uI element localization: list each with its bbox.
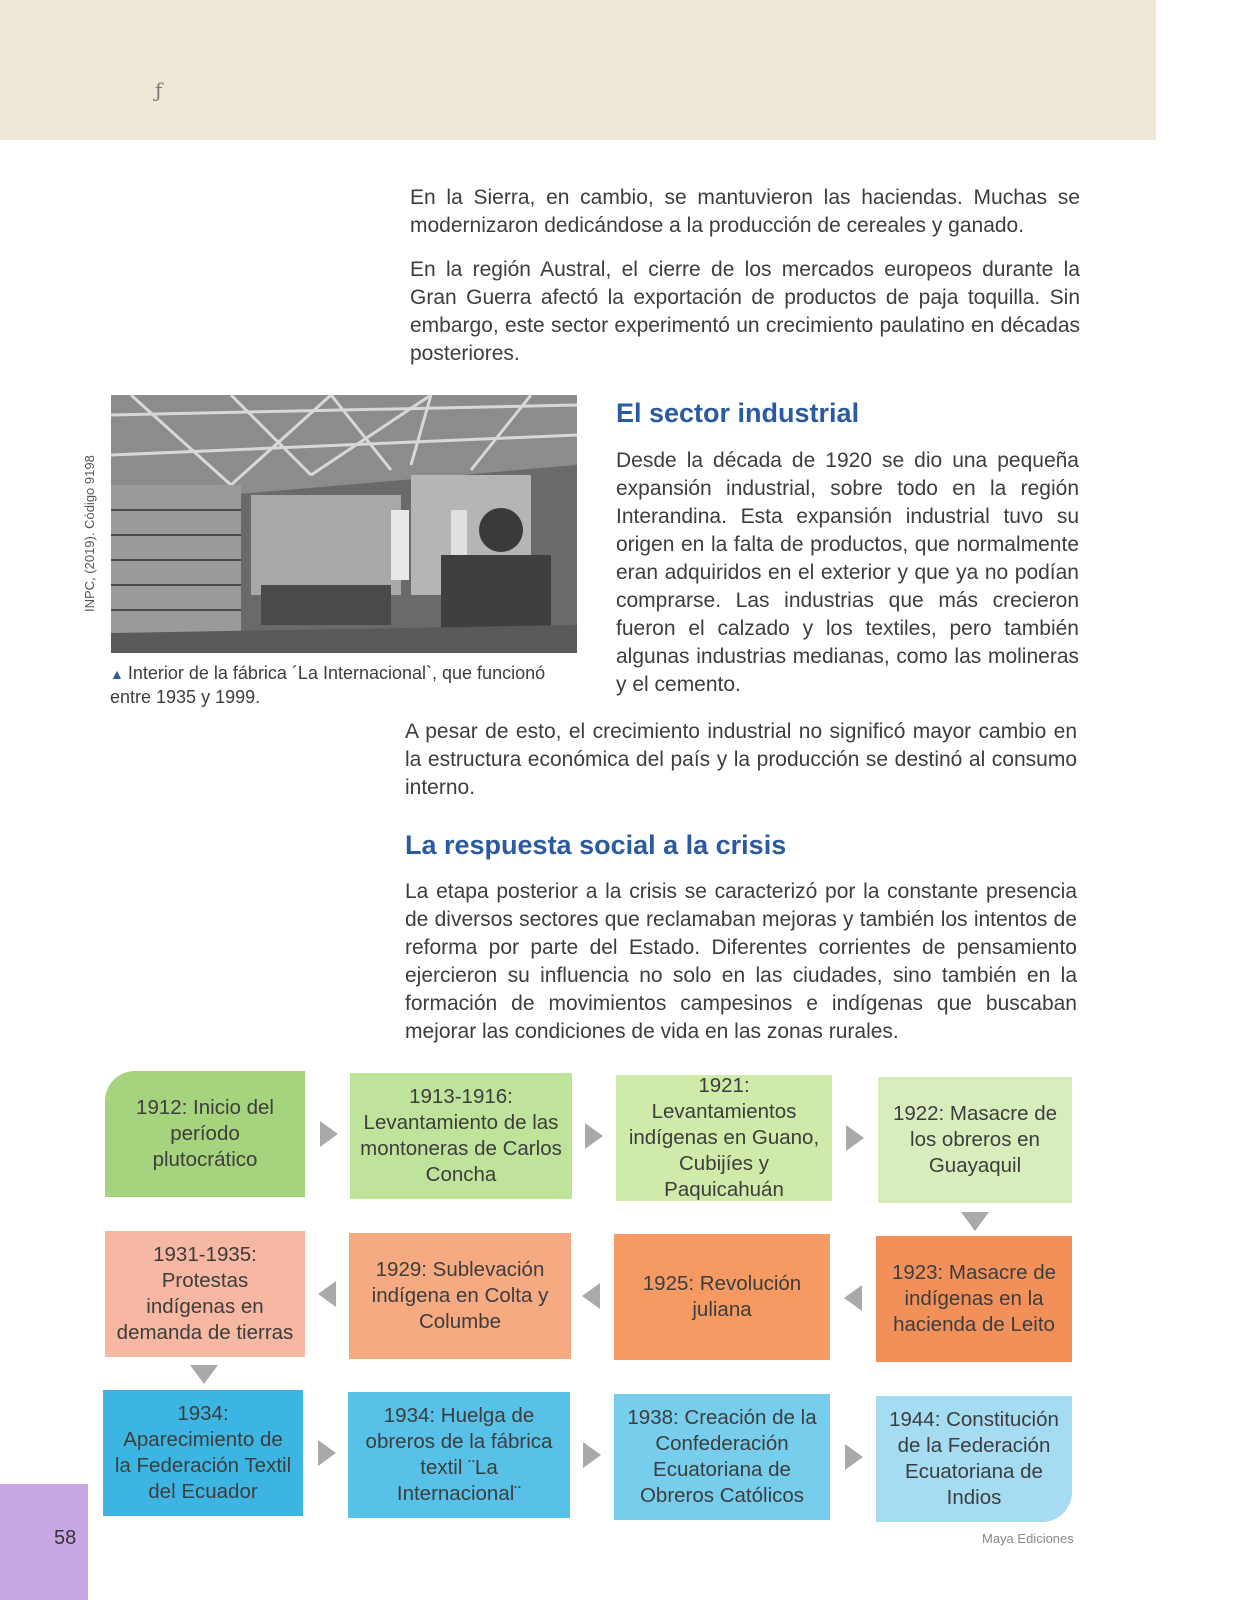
arrow-left-icon xyxy=(844,1285,862,1311)
timeline-item-1934-huelga: 1934: Huelga de obreros de la fábrica textil ¨La Internacional¨ xyxy=(348,1392,570,1518)
timeline-item-1921: 1921: Levantamientos indígenas en Guano, Cubijíes y Paquicahuán xyxy=(616,1075,832,1201)
arrow-left-icon xyxy=(318,1281,336,1307)
arrow-right-icon xyxy=(846,1125,864,1151)
photo-credit: INPC, (2019). Código 9198 xyxy=(82,455,97,612)
timeline-item-1923: 1923: Masacre de indígenas en la hacienda de Leito xyxy=(876,1236,1072,1362)
arrow-down-icon xyxy=(190,1365,218,1384)
publisher: Maya Ediciones xyxy=(982,1531,1074,1546)
timeline-item-1922: 1922: Masacre de los obreros en Guayaquil xyxy=(878,1077,1072,1203)
caption-text: Interior de la fábrica ´La Internacional`, que funcionó entre 1935 y 1999. xyxy=(110,663,546,707)
heading-industrial: El sector industrial xyxy=(616,398,860,428)
arrow-right-icon xyxy=(583,1442,601,1468)
pen-mark: ƒ xyxy=(155,78,163,102)
arrow-left-icon xyxy=(582,1283,600,1309)
timeline-item-1925: 1925: Revolución juliana xyxy=(614,1234,830,1360)
heading-social: La respuesta social a la crisis xyxy=(405,830,787,860)
timeline-item-1944: 1944: Constitución de la Federación Ecuatoriana de Indios xyxy=(876,1396,1072,1522)
timeline-item-1938: 1938: Creación de la Confederación Ecuatoriana de Obreros Católicos xyxy=(614,1394,830,1520)
arrow-right-icon xyxy=(320,1121,338,1147)
arrow-right-icon xyxy=(585,1123,603,1149)
photo-caption xyxy=(110,662,570,709)
timeline-item-1931: 1931-1935: Protestas indígenas en demanda de tierras xyxy=(105,1231,305,1357)
timeline-item-1912: 1912: Inicio del período plutocrático xyxy=(105,1071,305,1197)
factory-photo xyxy=(111,395,577,653)
timeline-item-1934-federacion: 1934: Aparecimiento de la Federación Textil del Ecuador xyxy=(103,1390,303,1516)
paragraph-industrial: Desde la década de 1920 se dio una pequeña expansión industrial, sobre todo en la región Interandina. Esta expansión industrial tuvo su origen en la falta de productos, que normalmente eran adquiridos en el exterior y que ya no podían comprarse. Las industrias que más crecieron fueron el calzado y los textiles, pero también algunas industrias medianas, como las molineras y el cemento. xyxy=(616,449,1079,696)
paragraph-austral: En la región Austral, el cierre de los mercados europeos durante la Gran Guerra afectó la exportación de productos de paja toquilla. Sin embargo, este sector experimentó un crecimiento paulatino en décadas posteriores. xyxy=(410,258,1080,365)
paragraph-social: La etapa posterior a la crisis se caracterizó por la constante presencia de diversos sectores que reclamaban mejoras y también los intentos de reforma por parte del Estado. Diferentes corrientes de pensamiento ejercieron su influencia no solo en las ciudades, sino también en la formación de movimientos campesinos e indígenas que buscaban mejorar las condiciones de vida en las zonas rurales. xyxy=(405,880,1077,1043)
timeline-item-1929: 1929: Sublevación indígena en Colta y Columbe xyxy=(349,1233,571,1359)
paragraph-pesar: A pesar de esto, el crecimiento industrial no significó mayor cambio en la estructura económica del país y la producción se destinó al consumo interno. xyxy=(405,720,1077,799)
page-number: 58 xyxy=(54,1527,77,1549)
paragraph-sierra: En la Sierra, en cambio, se mantuvieron las haciendas. Muchas se modernizaron dedicándose a la producción de cereales y ganado. xyxy=(410,186,1080,237)
triangle-icon: ▲ xyxy=(110,666,124,682)
arrow-right-icon xyxy=(845,1444,863,1470)
timeline-item-1913: 1913-1916: Levantamiento de las montoneras de Carlos Concha xyxy=(350,1073,572,1199)
arrow-right-icon xyxy=(318,1440,336,1466)
arrow-down-icon xyxy=(961,1212,989,1231)
top-band xyxy=(0,0,1156,140)
